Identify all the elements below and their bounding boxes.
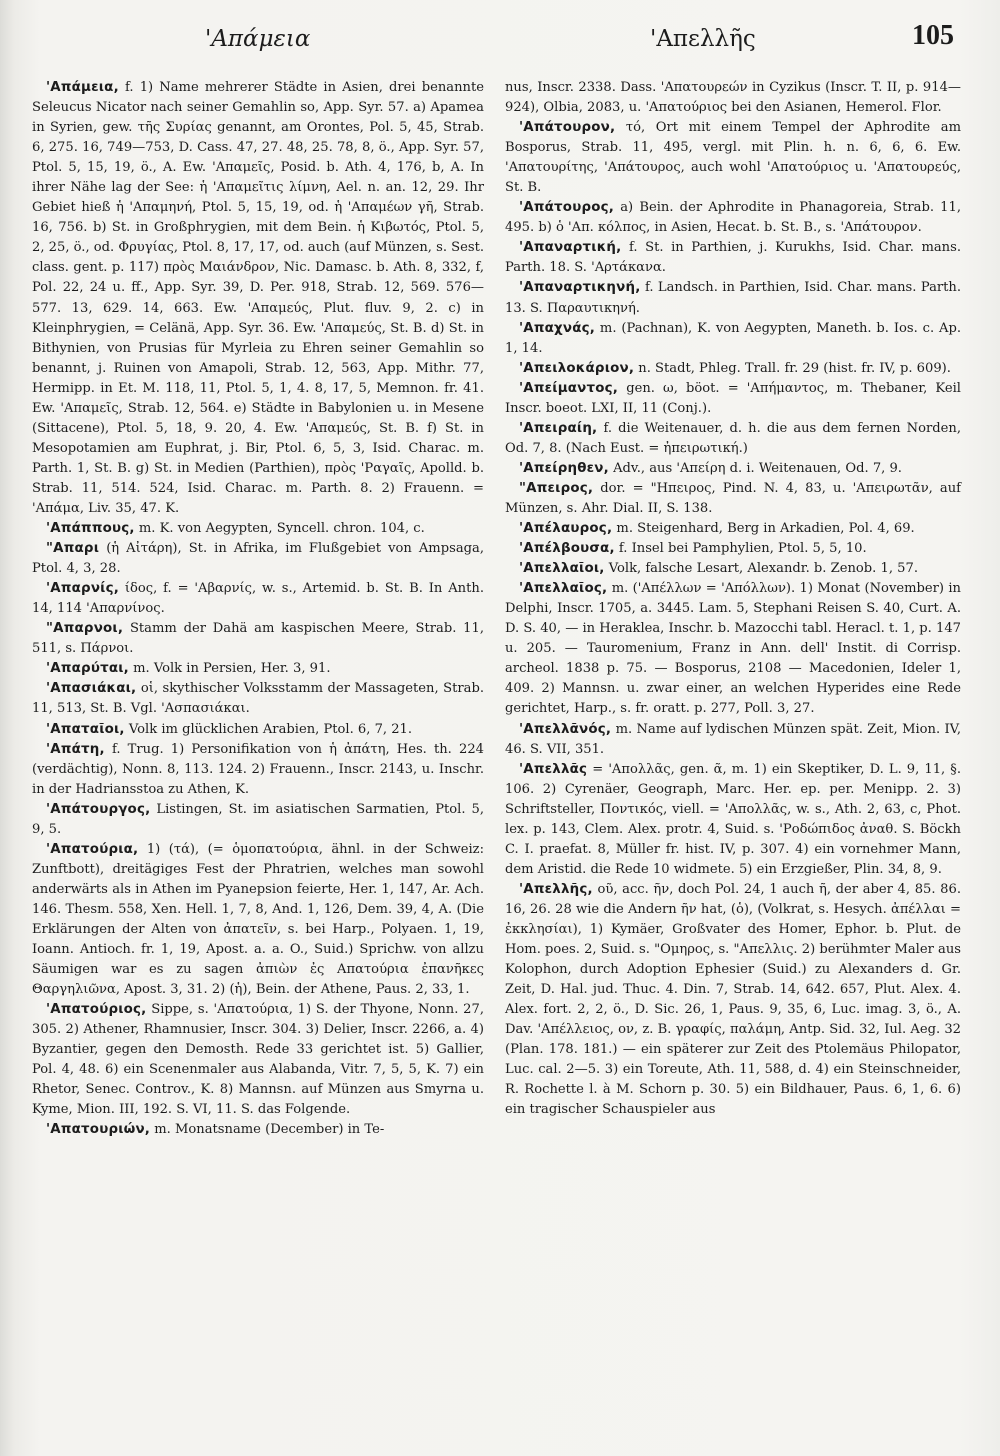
entry-definition: gen. ω, böot. = 'Απήμαντος, m. Thebaner, Keil Inscr. boeot. LXI, II, 11 (Conj.). [505, 380, 961, 416]
entry-definition: dor. = "Ηπειρος, Pind. N. 4, 83, u. 'Απειρωτᾶν, auf Münzen, s. Ahr. Dial. II, S. 138. [505, 480, 961, 516]
dictionary-entry [32, 1120, 484, 1140]
entry-headword: 'Απατούρια, [46, 841, 139, 857]
entry-headword: 'Απέλαυρος, [519, 521, 613, 537]
entry-definition: m. Monatsname (December) in Te- [154, 1122, 385, 1138]
dictionary-entry [505, 379, 961, 419]
entry-headword: 'Απαρνίς, [46, 581, 120, 597]
left-column [32, 78, 484, 1140]
entry-definition: Sippe, s. 'Απατούρια, 1) S. der Thyone, Nonn. 27, 305. 2) Athener, Rhamnusier, Inscr. 304. 3) Delier, Inscr. 2266, a. 4) Byzantier, gegen den Demosth. Rede 33 gerichtet ist. 5) Gallier, Pol. 4, 48. 6) ein Scenenmaler aus Alabanda, Vitr. 7, 5, 5, K. 7) ein Rhetor, Senec. Controv., K. 8) Mannsn. auf Münzen aus Smyrna u. Kyme, Mion. III, 192. S. VI, 11. S. das Folgende. [32, 1002, 484, 1118]
entry-headword: 'Απατουριών, [46, 1122, 151, 1138]
dictionary-entry [505, 720, 961, 760]
dictionary-entry [505, 760, 961, 880]
dictionary-entry [32, 519, 484, 539]
running-header [0, 14, 1000, 54]
entry-continuation [505, 78, 961, 118]
dictionary-entry [32, 800, 484, 840]
entry-definition: m. K. von Aegypten, Syncell. chron. 104, c. [138, 521, 425, 537]
dictionary-entry [505, 579, 961, 719]
entry-definition: m. Volk in Persien, Her. 3, 91. [133, 661, 331, 677]
entry-definition: f. Trug. 1) Personifikation von ἡ ἀπάτη, Hes. th. 224 (verdächtig), Nonn. 8, 113. 124. 2) Frauenn., Inscr. 2143, u. Inschr. in der Hadriansstoa zu Athen, K. [32, 741, 484, 797]
entry-definition: n. Stadt, Phleg. Trall. fr. 29 (hist. fr. IV, p. 609). [638, 360, 951, 376]
entry-definition: f. Insel bei Pamphylien, Ptol. 5, 5, 10. [618, 541, 867, 557]
entry-headword: 'Απειλοκάριον, [519, 360, 635, 376]
entry-definition: m. ('Απέλλων = 'Απόλλων). 1) Monat (November) in Delphi, Inscr. 1705, a. 3445. Lam. 5, Stephani Reisen S. 40, Curt. A. D. S. 40, — in Heraklea, Inschr. b. Mazocchi tabl. Heracl. t. 1, p. 147 u. 205. — Tauromenium, Franz in Ann. dell' Instit. di Corrisp. archeol. 1838 p. 75. — Bosporus, 2108 — Macedonien, Ideler 1, 409. 2) Mannsn. u. zwar einer, an welchen Hyperides eine Rede gerichtet, Harp., s. fr. oratt. p. 277, Poll. 3, 27. [505, 581, 961, 717]
dictionary-entry [32, 1000, 484, 1120]
entry-definition: m. (Pachnan), K. von Aegypten, Maneth. b. Ios. c. Ap. 1, 14. [505, 320, 961, 356]
header-last-headword: 'Απελλῆς [650, 26, 756, 52]
dictionary-entry [32, 720, 484, 740]
entry-headword: 'Απαρύται, [46, 661, 129, 677]
entry-headword: 'Απαταῖοι, [46, 721, 125, 737]
entry-headword: 'Απελλαῖοι, [519, 561, 605, 577]
header-first-headword: 'Απάμεια [205, 26, 311, 52]
entry-headword: 'Απάτουρος, [519, 200, 615, 216]
entry-definition: Adv., aus 'Απείρη d. i. Weitenauen, Od. 7, 9. [613, 460, 902, 476]
page-number: 105 [912, 20, 954, 51]
entry-definition: Volk, falsche Lesart, Alexandr. b. Zenob. 1, 57. [608, 561, 918, 577]
dictionary-entry [32, 840, 484, 1000]
entry-headword: "Απειρος, [519, 480, 594, 496]
entry-headword: 'Απαχνάς, [519, 320, 596, 336]
entry-headword: 'Απάμεια, [46, 80, 119, 95]
entry-headword: "Απαρνοι, [46, 621, 124, 637]
entry-definition: = 'Απολλᾶς, gen. ᾶ, m. 1) ein Skeptiker, D. L. 9, 11, §. 106. 2) Cyrenäer, Geograph, Marc. Her. ep. per. Menipp. 2. 3) Schriftsteller, Ποντικός, viell. = 'Απολλᾶς, w. s., Ath. 2, 63, c, Phot. lex. p. 143, Clem. Alex. protr. 4, Suid. s. 'Ροδώπιδος ἀναθ. S. Böckh C. I. praefat. 8, Müller fr. hist. IV, p. 307. 4) ein vornehmer Mann, dem Aristid. die Rede 10 widmete. 5) ein Erzgießer, Plin. 34, 8, 9. [505, 761, 961, 877]
entry-definition: nus, Inscr. 2338. Dass. 'Απατουρεών in Cyzikus (Inscr. T. II, p. 914—924), Olbia, 2083, u. 'Απατούριος bei den Asianen, Hemerol. Flor. [505, 80, 961, 116]
entry-definition: m. Steigenhard, Berg in Arkadien, Pol. 4, 69. [616, 521, 915, 537]
dictionary-entry [32, 659, 484, 679]
dictionary-entry [505, 238, 961, 278]
entry-definition: f. 1) Name mehrerer Städte in Asien, drei benannte Seleucus Nicator nach seiner Gemahlin so, App. Syr. 57. a) Apamea in Syrien, gew. τῆς Συρίας genannt, am Orontes, Pol. 5, 45, Strab. 6, 275. 16, 749—753, D. Cass. 47, 27. 48, 25. 78, 8, ö., App. Syr. 57, Ptol. 5, 15, 19, ö., A. Ew. 'Απαμεῖς, Posid. b. Ath. 4, 176, b, A. In ihrer Nähe lag der See: ἡ 'Απαμεῖτις λίμνη, Ael. n. an. 12, 29. Ihr Gebiet hieß ἡ 'Απαμηνή, Ptol. 5, 15, 19, od. ἡ 'Απαμέων γῆ, Strab. 16, 756. b) St. in Großphrygien, mit dem Bein. ἡ Κιβωτός, Ptol. 5, 2, 25, ö., od. Φρυγίας, Ptol. 8, 17, 17, od. auch (auf Münzen, s. Sest. class. gent. p. 117) πρὸς Μαιάνδρον, Nic. Damasc. b. Ath. 8, 332, f, Pol. 22, 24 u. ff., App. Syr. 39, D. Per. 918, Strab. 12, 569. 576—577. 13, 629. 14, 663. Ew. 'Απαμεύς, Plut. fluv. 9, 2. c) in Kleinphrygien, = Celänä, App. Syr. 36. Ew. 'Απαμεύς, St. B. d) St. in Bithynien, von Prusias für Myrleia zu Ehren seiner Gemahlin so benannt, j. Ruinen von Amapoli, Strab. 12, 563, App. Mithr. 77, Hermipp. in Et. M. 118, 11, Ptol. 5, 1, 4. 8, 17, 5, Memnon. fr. 41. Ew. 'Απαμεῖς, Strab. 12, 564. e) Städte in Babylonien u. in Mesene (Sittacene), Ptol. 5, 18, 9. 20, 4. Ew. 'Απαμεύς, St. B. f) St. in Mesopotamien am Euphrat, j. Bir, Ptol. 6, 5, 3, Isid. Charac. m. Parth. 1, St. B. g) St. in Medien (Parthien), πρὸς 'Ραγαῖς, Apolld. b. Strab. 11, 514. 524, Isid. Charac. m. Parth. 8. 2) Frauenn. = 'Απάμα, Liv. 35, 47. K. [32, 80, 485, 516]
dictionary-entry [32, 539, 484, 579]
entry-headword: 'Απάτουρον, [519, 120, 616, 136]
dictionary-entry [505, 419, 961, 459]
entry-definition: Volk im glücklichen Arabien, Ptol. 6, 7, 21. [128, 721, 413, 737]
entry-headword: 'Απαναρτικηνή, [519, 280, 641, 296]
dictionary-entry [505, 118, 961, 198]
dictionary-entry [32, 579, 484, 619]
entry-headword: 'Απάτη, [46, 741, 105, 757]
entry-definition: (ἡ Αἰτάρη), St. in Afrika, im Flußgebiet von Ampsaga, Ptol. 4, 3, 28. [32, 541, 484, 577]
entry-headword: 'Απάτουργος, [46, 801, 151, 817]
dictionary-entry [32, 78, 484, 519]
entry-headword: 'Απειραίη, [519, 420, 598, 436]
entry-definition: Stamm der Dahä am kaspischen Meere, Strab. 11, 511, s. Πάρνοι. [32, 621, 484, 657]
dictionary-entry [505, 479, 961, 519]
entry-definition: m. Name auf lydischen Münzen spät. Zeit, Mion. IV, 46. S. VII, 351. [505, 721, 961, 757]
entry-headword: 'Απέλβουσα, [519, 541, 615, 557]
dictionary-entry [505, 519, 961, 539]
entry-headword: 'Απείμαντος, [519, 380, 619, 396]
entry-definition: ίδος, f. = 'Αβαρνίς, w. s., Artemid. b. St. B. In Anth. 14, 114 'Απαρνίνος. [32, 581, 484, 617]
entry-headword: 'Απελλαῖος, [519, 581, 608, 597]
entry-headword: 'Απείρηθεν, [519, 460, 609, 476]
entry-definition: f. St. in Parthien, j. Kurukhs, Isid. Char. mans. Parth. 18. S. 'Αρτάκανα. [505, 240, 961, 276]
dictionary-entry [505, 278, 961, 318]
entry-headword: 'Απαναρτική, [519, 240, 622, 256]
entry-headword: "Απαρι [46, 541, 100, 557]
entry-headword: 'Απελλᾶνός, [519, 721, 612, 737]
dictionary-entry [505, 319, 961, 359]
dictionary-entry [32, 740, 484, 800]
entry-definition: τό, Ort mit einem Tempel der Aphrodite am Bosporus, Strab. 11, 495, vergl. mit Plin. h. n. 6, 6, 6. Ew. 'Απατουρίτης, 'Απάτουρος, auch wohl 'Απατούριος u. 'Απατουρεύς, St. B. [505, 120, 961, 196]
dictionary-entry [505, 559, 961, 579]
entry-definition: f. die Weitenauer, d. h. die aus dem fernen Norden, Od. 7, 8. (Nach Eust. = ἠπειρωτική.) [505, 420, 961, 456]
entry-definition: οῦ, acc. ῆν, doch Pol. 24, 1 auch ῆ, der aber 4, 85. 86. 16, 26. 28 wie die Andern ῆν hat, (ὁ), (Volkrat, s. Hesych. ἀπέλλαι = ἐκκλησίαι), 1) Kymäer, Großvater des Homer, Ephor. b. Plut. de Hom. poes. 2, Suid. s. "Ομηρος, s. "Απελλις. 2) berühmter Maler aus Kolophon, durch Adoption Ephesier (Suid.) zu Alexanders d. Gr. Zeit, D. Hal. jud. Thuc. 4. Din. 7, Strab. 14, 642. 657, Plut. Alex. 4. Alex. fort. 2, 2, ö., D. Sic. 26, 1, Paus. 9, 35, 6, Luc. imag. 3, ö., A. Dav. 'Απέλλειος, ον, z. B. γραφίς, παλάμη, Antp. Sid. 32, Iul. Aeg. 32 (Plan. 178. 181.) — ein späterer zur Zeit des Ptolemäus Philopator, Luc. cal. 2—5. 3) ein Toreute, Ath. 11, 588, d. 4) ein Steinschneider, R. Rochette l. à M. Schorn p. 30. 5) ein Bildhauer, Paus. 6, 1, 6. 6) ein tragischer Schauspieler aus [505, 881, 961, 1118]
dictionary-entry [505, 880, 961, 1121]
entry-headword: 'Απασιάκαι, [46, 681, 137, 697]
dictionary-entry [505, 359, 961, 379]
entry-headword: 'Απάππους, [46, 521, 135, 537]
dictionary-entry [505, 539, 961, 559]
entry-headword: 'Απατούριος, [46, 1002, 147, 1018]
right-column [505, 78, 961, 1120]
entry-headword: 'Απελλῆς, [519, 881, 593, 897]
dictionary-entry [32, 619, 484, 659]
dictionary-entry [505, 198, 961, 238]
entry-definition: Listingen, St. im asiatischen Sarmatien, Ptol. 5, 9, 5. [32, 801, 484, 837]
entry-definition: f. Landsch. in Parthien, Isid. Char. mans. Parth. 13. S. Παραυτικηνή. [505, 280, 961, 316]
dictionary-entry [32, 679, 484, 719]
entry-definition: a) Bein. der Aphrodite in Phanagoreia, Strab. 11, 495. b) ὁ 'Απ. κόλπος, in Asien, Hecat. b. St. B., s. 'Απάτουρον. [505, 200, 961, 236]
dictionary-entry [505, 459, 961, 479]
entry-definition: 1) (τά), (= ὁμοπατούρια, ähnl. in der Schweiz: Zunftbott), dreitägiges Fest der Phratrien, welches man sowohl anderwärts als in Athen im Pyanepsion feierte, Her. 1, 147, Ar. Ach. 146. Thesm. 558, Xen. Hell. 1, 7, 8, And. 1, 126, Dem. 39, 4, A. (Die Erklärungen der Alten von ἀπατεῖν, s. bei Harp., Polyaen. 1, 19, Ioann. Antioch. fr. 1, 19, Apost. a. a. O., Suid.) Sprichw. von allzu Säumigen war es zu sagen ἀπιὼν ἐς Απατούρια ἐπανῆκες Θαργηλιῶνα, Apost. 3, 31. 2) (ἡ), Bein. der Athene, Paus. 2, 33, 1. [32, 841, 484, 998]
entry-headword: 'Απελλᾶς [519, 761, 588, 777]
entry-definition: οἱ, skythischer Volksstamm der Massageten, Strab. 11, 513, St. B. Vgl. 'Ασπασιάκαι. [32, 681, 484, 717]
